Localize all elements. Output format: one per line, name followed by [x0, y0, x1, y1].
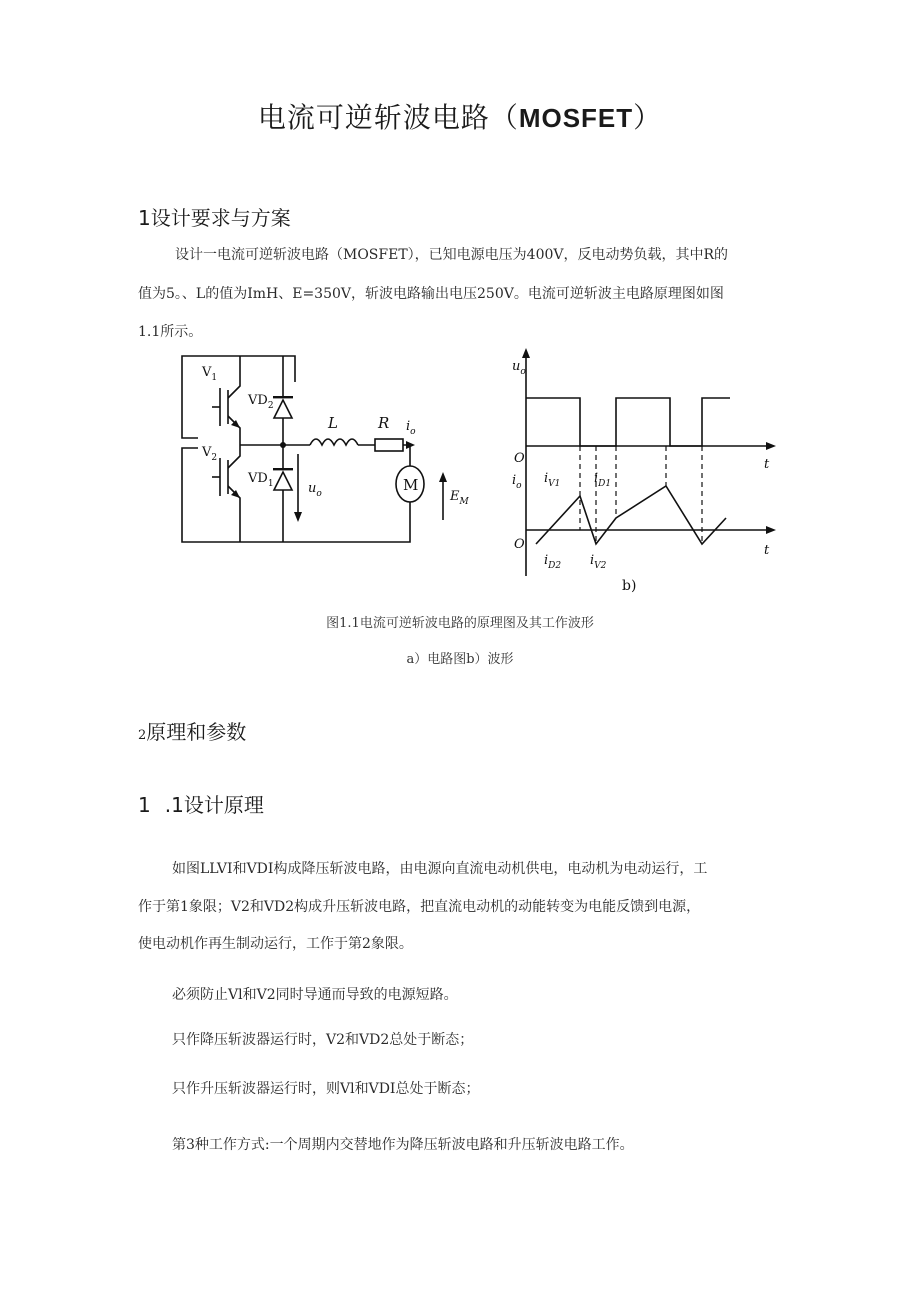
label-em: $E_M$ — [450, 489, 469, 507]
label-vd2: $VD_2$ — [248, 393, 274, 411]
figure-caption: 图1.1电流可逆斩波电路的原理图及其工作波形 — [326, 616, 594, 631]
section-2-1-heading: 1 .1设计原理 — [138, 793, 264, 817]
section-2-heading: 2原理和参数 — [138, 720, 247, 744]
label-resistor: R — [378, 414, 390, 432]
body-para-5: 第3种工作方式:一个周期内交替地作为降压斩波电路和升压斩波电路工作。 — [172, 1137, 634, 1153]
body-para-1-line-2: 作于第1象限；V2和VD2构成升压斩波电路，把直流电动机的动能转变为电能反馈到电源， — [138, 899, 701, 915]
label-v1: $V_1$ — [202, 365, 218, 383]
circuit-labels — [201, 365, 470, 507]
label-inductor: L — [328, 414, 338, 432]
label-vd1: $VD_1$ — [248, 471, 274, 489]
wave-label-t-1: t — [764, 457, 770, 472]
wave-label-id2: $i_{D2}$ — [544, 553, 562, 571]
waveform-labels — [512, 359, 770, 594]
label-io: $i_o$ — [406, 419, 416, 437]
body-para-1-line-1: 如图LLVI和VDI构成降压斩波电路，由电源向直流电动机供电，电动机为电动运行，工 — [172, 861, 708, 877]
figure-subcaption: a）电路图b）波形 — [406, 652, 514, 667]
label-motor: M — [403, 476, 419, 494]
wave-label-iv1: $i_{V1}$ — [544, 471, 561, 489]
figure-1-1 — [170, 348, 790, 608]
wave-label-t-2: t — [764, 543, 770, 558]
body-para-2: 必须防止Vl和V2同时导通而导致的电源短路。 — [172, 987, 458, 1003]
label-v2: $V_2$ — [202, 445, 218, 463]
body-para-3: 只作降压斩波器运行时，V2和VD2总处于断态； — [172, 1032, 474, 1048]
section-1-heading: 1设计要求与方案 — [138, 206, 291, 230]
wave-label-id1: $i_{D1}$ — [594, 471, 612, 489]
wave-label-io: $i_o$ — [512, 473, 522, 491]
body-para-4: 只作升压斩波器运行时，则Vl和VDI总处于断态； — [172, 1081, 480, 1097]
wave-label-origin-2: O — [514, 537, 525, 552]
wave-label-panel-b: b) — [622, 578, 637, 594]
section-1-para-line-2: 值为5。、L的值为ImH、E=350V，斩波电路输出电压250V。电流可逆斩波主电路原理图如图 — [138, 286, 724, 302]
wave-label-origin-1: O — [514, 451, 525, 466]
waveform-diagram — [526, 354, 770, 576]
document-title: 电流可逆斩波电路（MOSFET） — [257, 101, 663, 134]
label-uo: $u_o$ — [308, 481, 322, 499]
section-1-para-line-3: 1.1所示。 — [138, 324, 203, 340]
wave-label-uo: $u_o$ — [512, 359, 526, 377]
body-para-1-line-3: 使电动机作再生制动运行，工作于第2象限。 — [138, 936, 413, 952]
wave-label-iv2: $i_{V2}$ — [590, 553, 607, 571]
section-1-para-line-1: 设计一电流可逆斩波电路（MOSFET），已知电源电压为400V，反电动势负载，其中R的 — [175, 247, 729, 263]
